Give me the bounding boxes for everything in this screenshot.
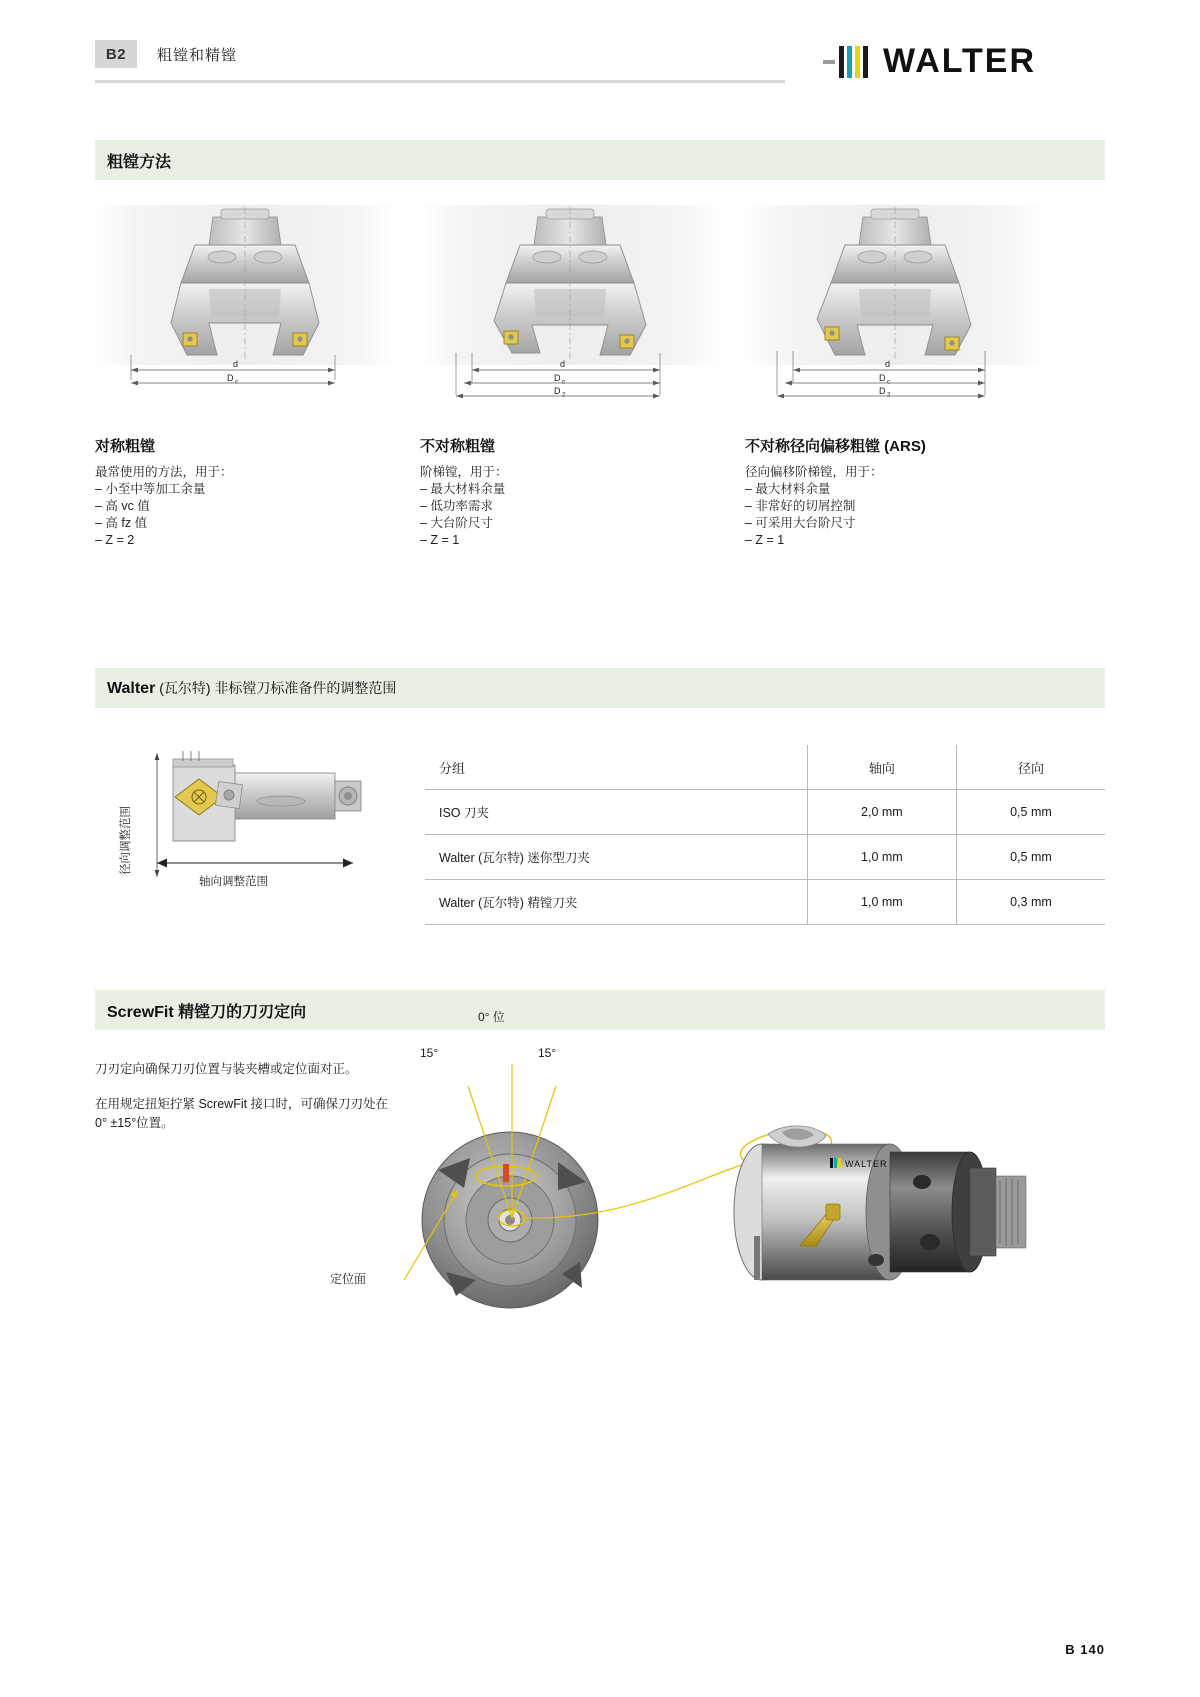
roughing-title-1: 对称粗镗 xyxy=(95,438,156,455)
svg-text:d: d xyxy=(885,359,891,369)
roughing-intro-2: 阶梯镗，用于： xyxy=(420,465,508,479)
roughing-bullet-3-2: – 非常好的切屑控制 xyxy=(745,499,856,513)
screwfit-paragraph-2: 在用规定扭矩拧紧 ScrewFit 接口时，可确保刀刃处在 0° ±15°位置。 xyxy=(95,1097,389,1130)
cell-group-1: ISO 刀夹 xyxy=(425,790,807,835)
section-header-adjustment xyxy=(95,668,1105,708)
roughing-bullet-3-3: – 可采用大台阶尺寸 xyxy=(745,516,856,530)
svg-text:c: c xyxy=(562,378,566,386)
roughing-illustration-1 xyxy=(95,205,395,425)
cell-axial-2: 1,0 mm xyxy=(807,835,956,880)
roughing-bullet-1-1: – 小至中等加工余量 xyxy=(95,482,206,496)
roughing-bullet-2-2: – 低功率需求 xyxy=(420,499,493,513)
roughing-body-3 xyxy=(745,464,1075,549)
chapter-tag: B2 xyxy=(95,40,137,68)
cell-group-3: Walter (瓦尔特) 精镗刀夹 xyxy=(425,880,807,925)
table-header-row xyxy=(425,745,1105,790)
adjust-horizontal-label: 轴向调整范围 xyxy=(199,876,268,888)
svg-text:D: D xyxy=(227,373,234,383)
svg-text:c: c xyxy=(887,378,891,386)
svg-text:d: d xyxy=(233,359,239,369)
col-header-axial: 轴向 xyxy=(807,745,956,790)
col-header-group: 分组 xyxy=(425,745,807,790)
adjust-title-bold: Walter xyxy=(107,680,156,697)
svg-text:2: 2 xyxy=(562,391,566,399)
screwfit-title-rest: 精镗刀的刀刃定向 xyxy=(173,1003,307,1021)
cell-radial-2: 0,5 mm xyxy=(956,835,1105,880)
roughing-bullet-2-3: – 大台阶尺寸 xyxy=(420,516,493,530)
roughing-body-1 xyxy=(95,464,395,549)
svg-text:c: c xyxy=(235,378,239,386)
svg-text:D: D xyxy=(879,386,886,396)
adjustment-range-table xyxy=(425,745,1105,925)
table-row xyxy=(425,880,1105,925)
svg-text:D: D xyxy=(554,386,561,396)
annotation-positioning-face: 定位面 xyxy=(330,1272,367,1286)
section-header-screwfit xyxy=(95,990,1105,1030)
svg-text:D: D xyxy=(879,373,886,383)
table-row xyxy=(425,790,1105,835)
roughing-bullet-1-2: – 高 vc 值 xyxy=(95,499,150,513)
screwfit-paragraph-1: 刀刃定向确保刀刃位置与装夹槽或定位面对正。 xyxy=(95,1062,358,1076)
roughing-bullet-2-1: – 最大材料余量 xyxy=(420,482,506,496)
section-title-screwfit xyxy=(95,999,306,1022)
svg-text:2: 2 xyxy=(887,391,891,399)
svg-text:D: D xyxy=(554,373,561,383)
roughing-illustration-3 xyxy=(745,205,1045,425)
annotation-zero-position: 0° 位 xyxy=(478,1010,505,1024)
section-title-roughing: 粗镗方法 xyxy=(107,153,172,171)
svg-text:WALTER: WALTER xyxy=(845,1159,888,1169)
annotation-15-right: 15° xyxy=(538,1046,557,1060)
page-header xyxy=(95,40,1105,92)
screwfit-orientation-diagram xyxy=(330,1030,1030,1360)
roughing-bullet-3-1: – 最大材料余量 xyxy=(745,482,831,496)
boring-tool-diagram-ars xyxy=(745,205,1045,425)
boring-tool-diagram-asymmetric xyxy=(420,205,720,425)
screwfit-title-bold: ScrewFit xyxy=(107,1003,174,1021)
roughing-intro-3: 径向偏移阶梯镗，用于： xyxy=(745,465,883,479)
cartridge-diagram xyxy=(95,745,425,920)
header-title: 粗镗和精镗 xyxy=(157,47,238,64)
cell-axial-3: 1,0 mm xyxy=(807,880,956,925)
roughing-bullet-1-3: – 高 fz 值 xyxy=(95,516,148,530)
page-number: B 140 xyxy=(1065,1642,1105,1657)
section-header-roughing xyxy=(95,140,1105,180)
screwfit-illustration xyxy=(330,1010,1030,1360)
section-title-adjustment xyxy=(95,678,396,698)
svg-text:d: d xyxy=(560,359,566,369)
cell-group-2: Walter (瓦尔特) 迷你型刀夹 xyxy=(425,835,807,880)
adjustment-illustration xyxy=(95,745,425,920)
col-header-radial: 径向 xyxy=(956,745,1105,790)
roughing-intro-1: 最常使用的方法，用于： xyxy=(95,465,233,479)
logo-mark-icon xyxy=(823,46,873,78)
roughing-title-3: 不对称径向偏移粗镗 (ARS) xyxy=(745,438,926,455)
roughing-title-2: 不对称粗镗 xyxy=(420,438,496,455)
cell-radial-1: 0,5 mm xyxy=(956,790,1105,835)
header-rule xyxy=(95,80,785,83)
roughing-body-2 xyxy=(420,464,720,549)
walter-logo xyxy=(805,38,1105,86)
table-row xyxy=(425,835,1105,880)
boring-tool-diagram-symmetric xyxy=(95,205,395,425)
roughing-illustration-2 xyxy=(420,205,720,425)
roughing-bullet-2-4: – Z = 1 xyxy=(420,533,460,547)
roughing-bullet-3-4: – Z = 1 xyxy=(745,533,785,547)
adjust-title-rest: (瓦尔特) 非标镗刀标准备件的调整范围 xyxy=(155,680,397,696)
annotation-15-left: 15° xyxy=(420,1046,439,1060)
roughing-bullet-1-4: – Z = 2 xyxy=(95,533,135,547)
cell-axial-1: 2,0 mm xyxy=(807,790,956,835)
cell-radial-3: 0,3 mm xyxy=(956,880,1105,925)
adjust-vertical-label: 径向调整范围 xyxy=(120,806,132,875)
logo-wordmark: WALTER xyxy=(883,42,1037,80)
